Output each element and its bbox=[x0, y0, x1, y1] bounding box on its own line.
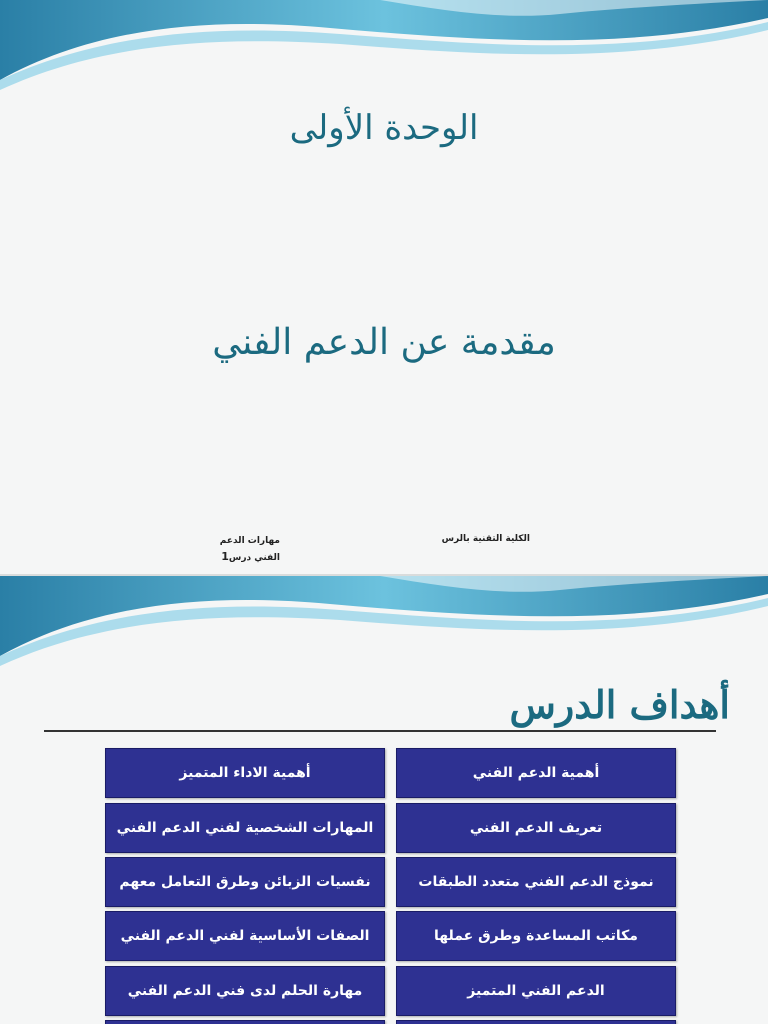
objectives-heading: أهداف الدرس bbox=[509, 682, 730, 727]
objective-box: مكاتب المساعدة وطرق عملها bbox=[396, 911, 676, 961]
objective-box: أهمية الدعم الفني bbox=[396, 748, 676, 798]
header-wave-decoration bbox=[0, 576, 768, 666]
objective-box: مهارة الحلم لدى فني الدعم الفني bbox=[105, 966, 385, 1016]
objective-box: أهمية الاداء المتميز bbox=[105, 748, 385, 798]
header-wave-decoration bbox=[0, 0, 768, 90]
footer-course-line2: الفني درس1 bbox=[221, 550, 280, 563]
objective-box bbox=[105, 1020, 385, 1024]
footer-college: الكلية التقنية بالرس bbox=[441, 534, 530, 544]
objective-box: الدعم الفني المتميز bbox=[396, 966, 676, 1016]
heading-divider bbox=[44, 730, 716, 732]
objective-box: الصفات الأساسية لفني الدعم الفني bbox=[105, 911, 385, 961]
footer-course-number: 1 bbox=[221, 550, 229, 563]
unit-title: الوحدة الأولى bbox=[289, 108, 479, 148]
footer-course bbox=[190, 534, 280, 566]
objective-box: تعريف الدعم الفني bbox=[396, 803, 676, 853]
objective-box: نفسيات الزبائن وطرق التعامل معهم bbox=[105, 857, 385, 907]
footer-course-line1: مهارات الدعم bbox=[219, 536, 280, 546]
objectives-slide bbox=[0, 576, 768, 1024]
objective-box bbox=[396, 1020, 676, 1024]
objective-box: نموذج الدعم الفني متعدد الطبقات bbox=[396, 857, 676, 907]
unit-subtitle: مقدمة عن الدعم الفني bbox=[212, 322, 556, 363]
objective-box: المهارات الشخصية لفني الدعم الفني bbox=[105, 803, 385, 853]
